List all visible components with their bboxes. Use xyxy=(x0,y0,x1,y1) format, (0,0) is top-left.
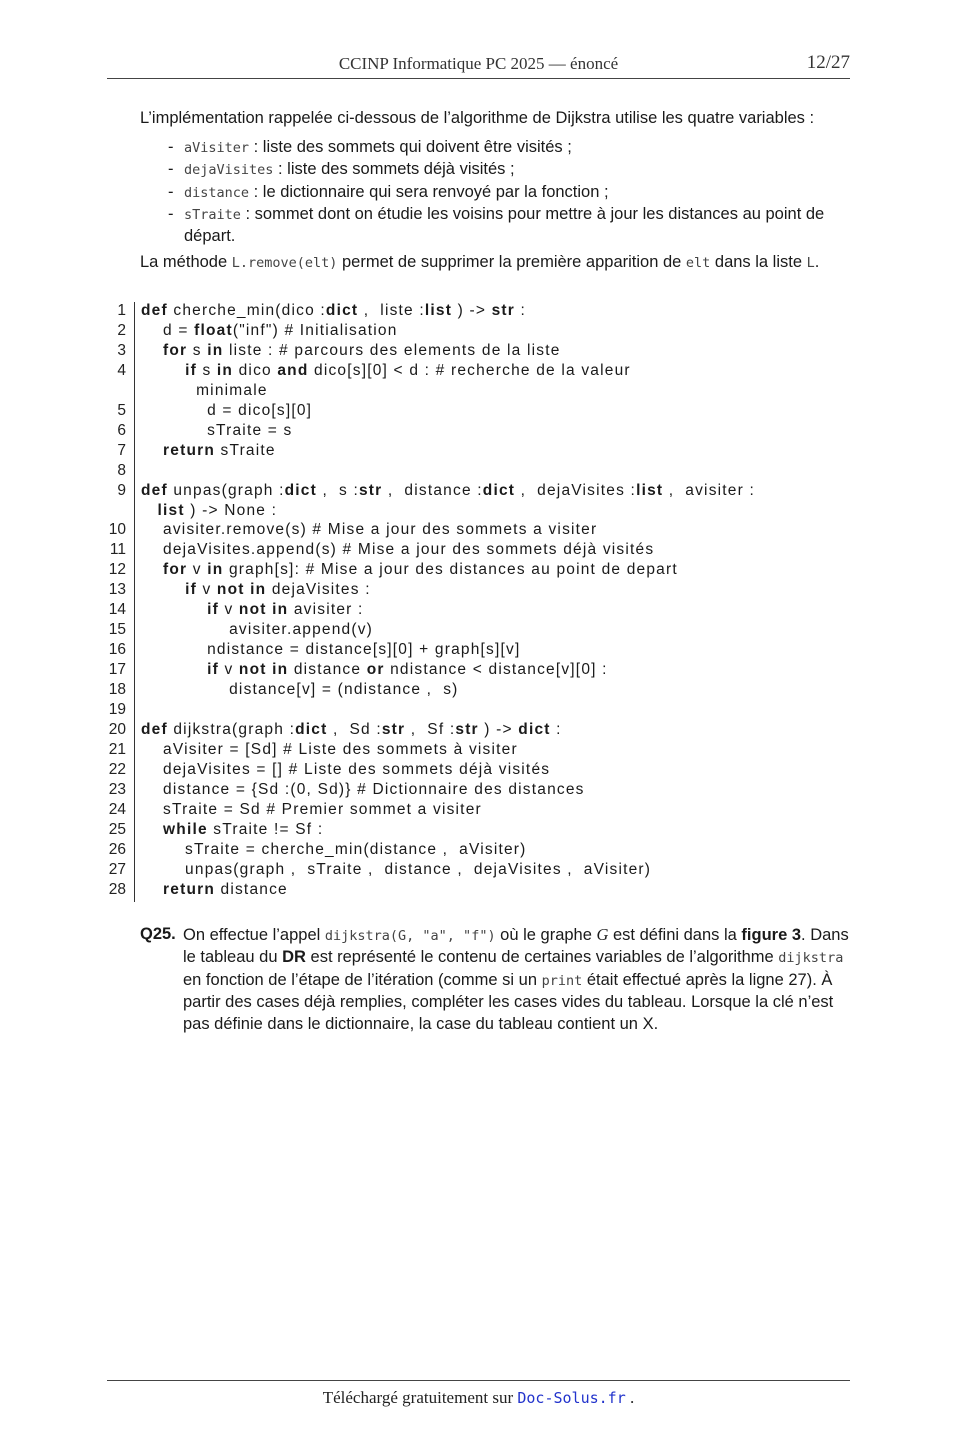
code-keyword: or xyxy=(366,661,385,679)
code-keyword: def xyxy=(141,481,168,499)
code-token: graph[s]: # Mise a jour des distances au point de depart xyxy=(223,561,678,579)
line-number: 16 xyxy=(108,641,126,659)
line-number: 26 xyxy=(108,840,126,858)
code-token xyxy=(141,581,185,598)
code-text xyxy=(141,502,277,520)
code-text xyxy=(141,781,585,799)
code-text xyxy=(141,881,288,899)
line-number: 20 xyxy=(108,720,126,738)
code-keyword: return xyxy=(163,441,216,459)
code-text xyxy=(141,741,518,759)
code-token: dico[s][0] < d : # recherche de la valeur xyxy=(308,361,631,379)
page-header xyxy=(107,52,850,79)
code-keyword: not xyxy=(238,601,267,619)
line-number: 19 xyxy=(108,701,126,718)
code-text xyxy=(141,541,654,559)
code-token: sTraite = s xyxy=(141,421,293,439)
question-text: était effectué après la ligne 27). À partir des cases déjà remplies, compléter les cases vides du tableau. Lorsque la clé n’est pas définie dans le dictionnaire, la case du tableau contient un X. xyxy=(183,970,834,1033)
code-keyword: in xyxy=(207,341,224,359)
method-code: L.remove(elt) xyxy=(231,255,338,271)
variable-name: dejaVisites xyxy=(184,162,274,179)
list-item: - sTraite : sommet dont on étudie les voisins pour mettre à jour les distances au point de départ. xyxy=(168,204,825,246)
question-body xyxy=(183,924,860,1035)
code-token: avisiter.append(v) xyxy=(141,621,374,639)
line-number: 22 xyxy=(108,760,126,778)
code-keyword: dict xyxy=(325,302,359,319)
intro-paragraph: L’implémentation rappelée ci-dessous de l’algorithme de Dijkstra utilise les quatre variables : xyxy=(140,109,815,127)
line-number: 11 xyxy=(109,541,126,559)
question-q25 xyxy=(140,924,860,1035)
code-keyword: str xyxy=(358,481,383,499)
code-keyword: dict xyxy=(518,720,551,738)
code-token xyxy=(141,821,163,838)
question-code: dijkstra xyxy=(778,950,844,967)
question-code: print xyxy=(541,972,583,989)
code-keyword: dict xyxy=(482,481,516,499)
question-text: . Dans le tableau du xyxy=(183,926,849,967)
code-keyword: in xyxy=(250,581,267,599)
code-token: , s : xyxy=(316,481,359,499)
code-token: minimale xyxy=(141,381,268,399)
code-keyword: def xyxy=(141,720,168,738)
code-keyword: str xyxy=(381,720,406,738)
code-token: dejaVisites : xyxy=(266,581,371,599)
code-keyword: not xyxy=(238,661,267,679)
code-keyword: not xyxy=(216,581,245,599)
code-keyword: in xyxy=(207,561,224,579)
code-token: liste : # parcours des elements de la liste xyxy=(223,341,561,359)
code-token: d = xyxy=(141,321,195,339)
variable-name: sTraite xyxy=(184,206,241,223)
code-token: sTraite != Sf : xyxy=(207,820,324,838)
code-text xyxy=(141,621,373,639)
variable-desc: : le dictionnaire qui sera renvoyé par la fonction ; xyxy=(249,182,609,201)
code-token: v xyxy=(196,581,217,599)
code-keyword: float xyxy=(194,321,233,339)
method-text: dans la liste xyxy=(710,253,807,271)
code-token: dijkstra(graph : xyxy=(167,720,296,738)
code-text xyxy=(141,521,597,539)
code-token xyxy=(141,601,207,618)
line-number: 13 xyxy=(108,581,126,599)
question-code: dijkstra(G, "a", "f") xyxy=(324,928,496,944)
code-text xyxy=(141,442,276,460)
line-number: 27 xyxy=(108,860,126,878)
code-keyword: and xyxy=(277,361,309,379)
code-keyword: while xyxy=(163,820,208,838)
code-keyword: for xyxy=(163,561,188,579)
code-keyword: if xyxy=(185,581,197,599)
code-text xyxy=(141,362,631,380)
code-keyword: in xyxy=(272,661,289,679)
line-number: 2 xyxy=(117,321,126,339)
method-text: La méthode xyxy=(140,253,232,271)
code-keyword: in xyxy=(272,601,289,619)
question-text: où le graphe xyxy=(495,926,597,944)
code-text xyxy=(141,721,562,739)
line-number: 9 xyxy=(117,481,126,499)
variable-desc: : sommet dont on étudie les voisins pour mettre à jour les distances au point de départ. xyxy=(184,204,825,246)
line-number: 12 xyxy=(108,561,126,579)
code-token: distance = {Sd :(0, Sd)} # Dictionnaire des distances xyxy=(141,780,585,798)
code-text xyxy=(141,422,293,440)
code-text xyxy=(141,801,482,819)
question-label: Q25. xyxy=(140,925,176,943)
code-text xyxy=(141,302,526,320)
code-text xyxy=(141,322,398,340)
line-number: 28 xyxy=(108,880,126,898)
code-token: , dejaVisites : xyxy=(515,481,637,499)
footer-text: Téléchargé gratuitement sur xyxy=(322,1388,518,1407)
variable-name: distance xyxy=(184,184,250,201)
list-item: - aVisiter : liste des sommets qui doivent être visités ; xyxy=(168,138,572,156)
code-token: dico xyxy=(233,361,278,379)
code-token: s xyxy=(196,361,217,379)
figure-reference: figure 3 xyxy=(741,926,802,944)
line-number: 1 xyxy=(117,302,126,319)
code-token xyxy=(141,881,163,898)
code-token: ndistance < distance[v][0] : xyxy=(384,661,608,679)
question-text: en fonction de l’étape de l’itération (comme si un xyxy=(183,970,542,989)
question-text: On effectue l’appel xyxy=(183,926,325,944)
code-keyword: def xyxy=(141,302,168,319)
code-token: sTraite = Sd # Premier sommet a visiter xyxy=(141,800,482,818)
header-title: CCINP Informatique PC 2025 — énoncé xyxy=(338,54,619,73)
line-number: 5 xyxy=(117,401,126,419)
code-text xyxy=(141,681,459,699)
list-item: - dejaVisites : liste des sommets déjà visités ; xyxy=(168,160,515,179)
code-token: v xyxy=(218,601,239,619)
line-number: 18 xyxy=(108,681,126,699)
code-keyword: dict xyxy=(284,481,317,499)
code-keyword: str xyxy=(491,302,516,319)
footer-link[interactable]: Doc-Solus.fr xyxy=(517,1389,626,1407)
code-token: dejaVisites.append(s) # Mise a jour des sommets déjà visités xyxy=(141,541,655,559)
code-keyword: if xyxy=(207,601,219,619)
graph-symbol: G xyxy=(596,925,609,944)
code-token: , liste : xyxy=(358,302,425,319)
code-token: , Sd : xyxy=(327,720,382,738)
line-number: 25 xyxy=(108,820,126,838)
code-token: ) -> xyxy=(452,302,492,319)
code-keyword: dict xyxy=(295,720,328,738)
code-keyword: list xyxy=(424,302,453,319)
code-token: avisiter.remove(s) # Mise a jour des sommets a visiter xyxy=(141,521,598,539)
code-token xyxy=(141,362,185,379)
variable-list xyxy=(168,137,858,247)
code-token: , distance : xyxy=(382,481,483,499)
code-text xyxy=(141,661,608,679)
code-token: ) -> None : xyxy=(184,501,278,519)
code-token: v xyxy=(218,661,239,679)
code-token: unpas(graph : xyxy=(167,481,285,499)
code-token: ndistance = distance[s][0] + graph[s][v] xyxy=(141,641,521,659)
method-code: elt xyxy=(685,255,711,271)
code-token: v xyxy=(187,561,208,579)
method-paragraph xyxy=(140,252,855,274)
variable-desc: : liste des sommets déjà visités ; xyxy=(273,160,515,179)
code-token: ) -> xyxy=(478,720,519,738)
line-number: 4 xyxy=(117,361,126,379)
code-token: cherche_min(dico : xyxy=(167,302,326,319)
footer-end: . xyxy=(625,1388,635,1407)
code-token: s xyxy=(187,341,208,359)
question-text: est représenté le contenu de certaines variables de l’algorithme xyxy=(305,948,779,967)
code-token: , Sf : xyxy=(405,720,456,738)
code-token: d = dico[s][0] xyxy=(141,401,313,419)
code-text xyxy=(141,561,678,579)
code-text xyxy=(141,382,268,400)
code-keyword: list xyxy=(157,501,185,519)
page-number: 12/27 xyxy=(806,52,850,73)
code-token: sTraite = cherche_min(distance , aVisiter) xyxy=(141,840,527,858)
line-number: 3 xyxy=(117,341,126,359)
code-token: unpas(graph , sTraite , distance , dejaVisites , aVisiter) xyxy=(141,860,652,878)
code-token: , avisiter : xyxy=(663,481,755,499)
code-text xyxy=(141,581,371,599)
line-number: 10 xyxy=(108,521,126,539)
variable-desc: : liste des sommets qui doivent être visités ; xyxy=(249,138,572,156)
code-token: avisiter : xyxy=(288,601,364,619)
code-keyword: in xyxy=(216,361,234,379)
code-text xyxy=(141,841,527,859)
question-text: est défini dans la xyxy=(608,926,742,944)
code-text xyxy=(141,861,651,879)
code-token: aVisiter = [Sd] # Liste des sommets à visiter xyxy=(141,740,518,758)
code-token: distance[v] = (ndistance , s) xyxy=(141,681,459,699)
code-token: distance xyxy=(215,880,288,898)
code-token: sTraite xyxy=(215,441,276,459)
method-text: . xyxy=(814,253,820,271)
code-keyword: list xyxy=(636,481,664,499)
code-token: ("inf") # Initialisation xyxy=(232,321,398,339)
code-token: dejaVisites = [] # Liste des sommets déjà visités xyxy=(141,760,551,778)
code-text xyxy=(141,342,561,360)
code-keyword: for xyxy=(163,341,188,359)
code-text xyxy=(141,761,550,779)
variable-name: aVisiter xyxy=(184,140,250,156)
code-token xyxy=(141,342,163,359)
page-footer xyxy=(107,1380,850,1408)
code-token: : xyxy=(515,302,527,319)
line-number: 17 xyxy=(108,661,126,679)
code-text xyxy=(141,601,364,619)
method-text: permet de supprimer la première apparition de xyxy=(337,253,686,271)
line-number: 23 xyxy=(108,780,126,798)
line-number: 14 xyxy=(108,601,126,619)
line-number: 7 xyxy=(117,441,126,459)
code-text xyxy=(141,641,520,659)
dr-reference: DR xyxy=(282,948,306,967)
line-number: 21 xyxy=(108,740,126,758)
code-token xyxy=(141,502,158,519)
line-number: 24 xyxy=(108,800,126,818)
code-token xyxy=(141,661,207,678)
line-number: 8 xyxy=(117,461,126,479)
code-text xyxy=(141,482,755,500)
code-keyword: if xyxy=(207,661,219,679)
line-number: 6 xyxy=(117,421,126,439)
list-item: - distance : le dictionnaire qui sera renvoyé par la fonction ; xyxy=(168,182,609,201)
line-number: 15 xyxy=(108,621,126,639)
code-keyword: return xyxy=(163,880,216,898)
code-token: distance xyxy=(288,661,367,679)
method-code: L xyxy=(806,255,815,271)
code-token: : xyxy=(550,720,562,738)
code-token xyxy=(141,442,163,459)
code-keyword: if xyxy=(185,361,197,379)
code-token xyxy=(141,561,163,578)
code-keyword: str xyxy=(455,720,479,738)
code-text xyxy=(141,821,323,839)
line-number-rule xyxy=(134,302,135,902)
code-text xyxy=(141,402,312,420)
